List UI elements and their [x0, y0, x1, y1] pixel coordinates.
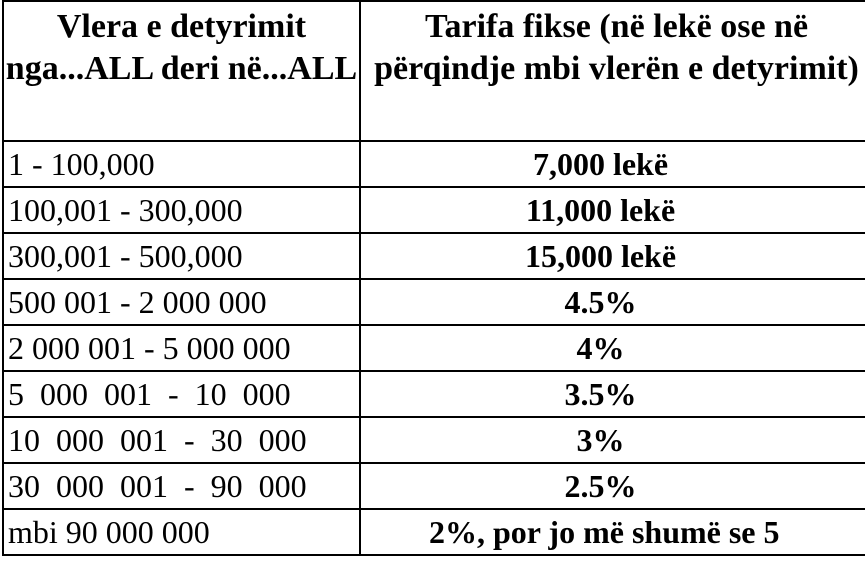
table-row [3, 141, 865, 187]
rate-cell [360, 325, 865, 371]
rate-cell [360, 371, 865, 417]
table-row [3, 417, 865, 463]
rate-cell [360, 279, 865, 325]
rate-cell [360, 509, 865, 555]
range-cell: 500 001 - 2 000 000 [3, 279, 360, 325]
header-debt-value [3, 1, 360, 141]
rate-value: 7,000 lekë [532, 146, 669, 182]
rate-cell [360, 463, 865, 509]
table-row [3, 463, 865, 509]
rate-cell [360, 141, 865, 187]
table-row [3, 279, 865, 325]
rate-value: 4% [576, 330, 625, 366]
table-header-row [3, 1, 865, 141]
rate-cell [360, 187, 865, 233]
range-cell: 10 000 001 - 30 000 [3, 417, 360, 463]
rate-value: 11,000 lekë [525, 192, 676, 228]
range-cell: 300,001 - 500,000 [3, 233, 360, 279]
table-row [3, 187, 865, 233]
header-fixed-fee-text: Tarifa fikse (në lekë ose në përqindje mbi vlerën e detyrimit) [374, 8, 859, 87]
header-fixed-fee [360, 1, 865, 141]
range-cell: 5 000 001 - 10 000 [3, 371, 360, 417]
rate-value: 3% [576, 422, 625, 458]
fee-table [2, 0, 865, 556]
table-row [3, 509, 865, 555]
rate-cell [360, 417, 865, 463]
header-debt-value-text: Vlera e detyrimit nga...ALL deri në...ALL [5, 8, 358, 87]
range-cell: 30 000 001 - 90 000 [3, 463, 360, 509]
table-row [3, 325, 865, 371]
range-cell: 1 - 100,000 [3, 141, 360, 187]
range-cell: 100,001 - 300,000 [3, 187, 360, 233]
rate-value: 2.5% [564, 468, 637, 504]
range-cell: 2 000 001 - 5 000 000 [3, 325, 360, 371]
range-cell: mbi 90 000 000 [3, 509, 360, 555]
rate-value: 2%, por jo më shumë se 5 [429, 514, 780, 550]
table-row [3, 233, 865, 279]
rate-value: 3.5% [564, 376, 637, 412]
rate-value: 4.5% [564, 284, 637, 320]
rate-cell [360, 233, 865, 279]
table-row [3, 371, 865, 417]
rate-value: 15,000 lekë [524, 238, 677, 274]
